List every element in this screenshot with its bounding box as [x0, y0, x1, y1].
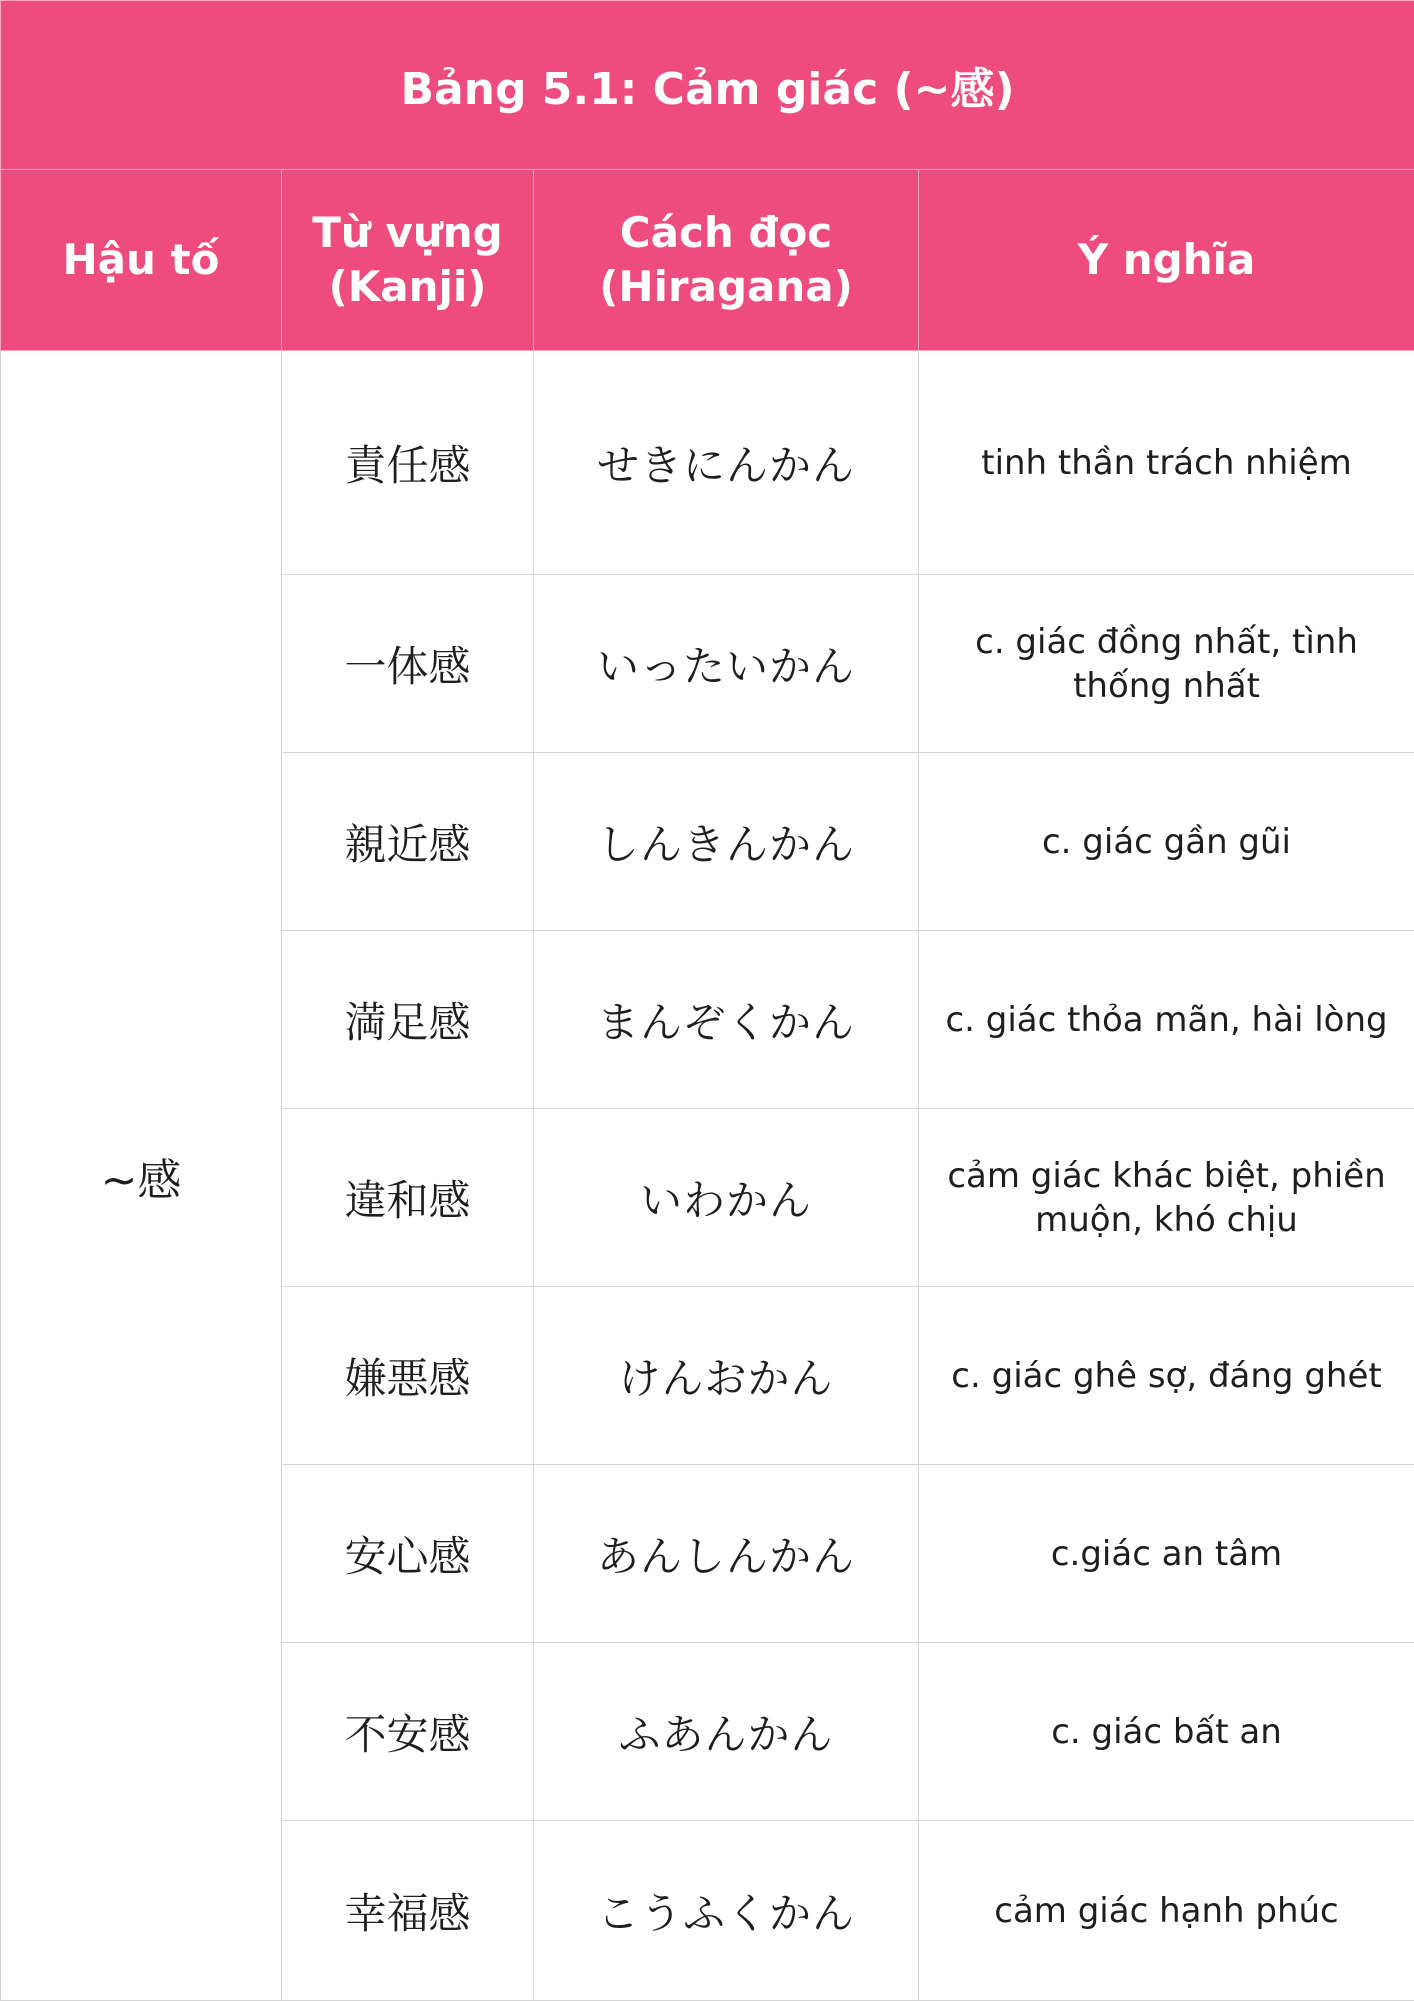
- kanji-cell: 満足感: [282, 931, 534, 1109]
- meaning-cell: c.giác an tâm: [919, 1465, 1414, 1643]
- meaning-cell: c. giác đồng nhất, tình thống nhất: [919, 575, 1414, 753]
- reading-cell: ふあんかん: [534, 1643, 919, 1821]
- table-title-row: [1, 1, 1414, 170]
- reading-cell: こうふくかん: [534, 1821, 919, 2001]
- reading-cell: まんぞくかん: [534, 931, 919, 1109]
- column-header-meaning: [919, 170, 1414, 351]
- meaning-cell: c. giác gần gũi: [919, 753, 1414, 931]
- table-title: Bảng 5.1: Cảm giác (~感): [1, 1, 1414, 170]
- column-header-reading: [534, 170, 919, 351]
- kanji-cell: 嫌悪感: [282, 1287, 534, 1465]
- kanji-cell: 不安感: [282, 1643, 534, 1821]
- column-header-kanji: [282, 170, 534, 351]
- reading-cell: せきにんかん: [534, 351, 919, 575]
- meaning-cell: cảm giác hạnh phúc: [919, 1821, 1414, 2001]
- reading-cell: けんおかん: [534, 1287, 919, 1465]
- column-header-line: Cách đọc: [542, 206, 910, 260]
- meaning-cell: c. giác bất an: [919, 1643, 1414, 1821]
- column-header-line: Ý nghĩa: [927, 233, 1406, 287]
- kanji-cell: 親近感: [282, 753, 534, 931]
- column-header-line: Từ vựng: [290, 206, 525, 260]
- meaning-cell: c. giác thỏa mãn, hài lòng: [919, 931, 1414, 1109]
- reading-cell: いわかん: [534, 1109, 919, 1287]
- meaning-cell: c. giác ghê sợ, đáng ghét: [919, 1287, 1414, 1465]
- reading-cell: あんしんかん: [534, 1465, 919, 1643]
- kanji-cell: 責任感: [282, 351, 534, 575]
- column-header-line: (Hiragana): [542, 260, 910, 314]
- kanji-cell: 違和感: [282, 1109, 534, 1287]
- meaning-cell: cảm giác khác biệt, phiền muộn, khó chịu: [919, 1109, 1414, 1287]
- column-header-line: (Kanji): [290, 260, 525, 314]
- column-header-row: [1, 170, 1414, 351]
- column-header-suffix: [1, 170, 282, 351]
- reading-cell: しんきんかん: [534, 753, 919, 931]
- column-header-line: Hậu tố: [9, 233, 273, 287]
- table-row: [1, 351, 1414, 575]
- kanji-cell: 幸福感: [282, 1821, 534, 2001]
- kanji-cell: 一体感: [282, 575, 534, 753]
- meaning-cell: tinh thần trách nhiệm: [919, 351, 1414, 575]
- kanji-cell: 安心感: [282, 1465, 534, 1643]
- reading-cell: いったいかん: [534, 575, 919, 753]
- suffix-cell: ~感: [1, 351, 282, 2001]
